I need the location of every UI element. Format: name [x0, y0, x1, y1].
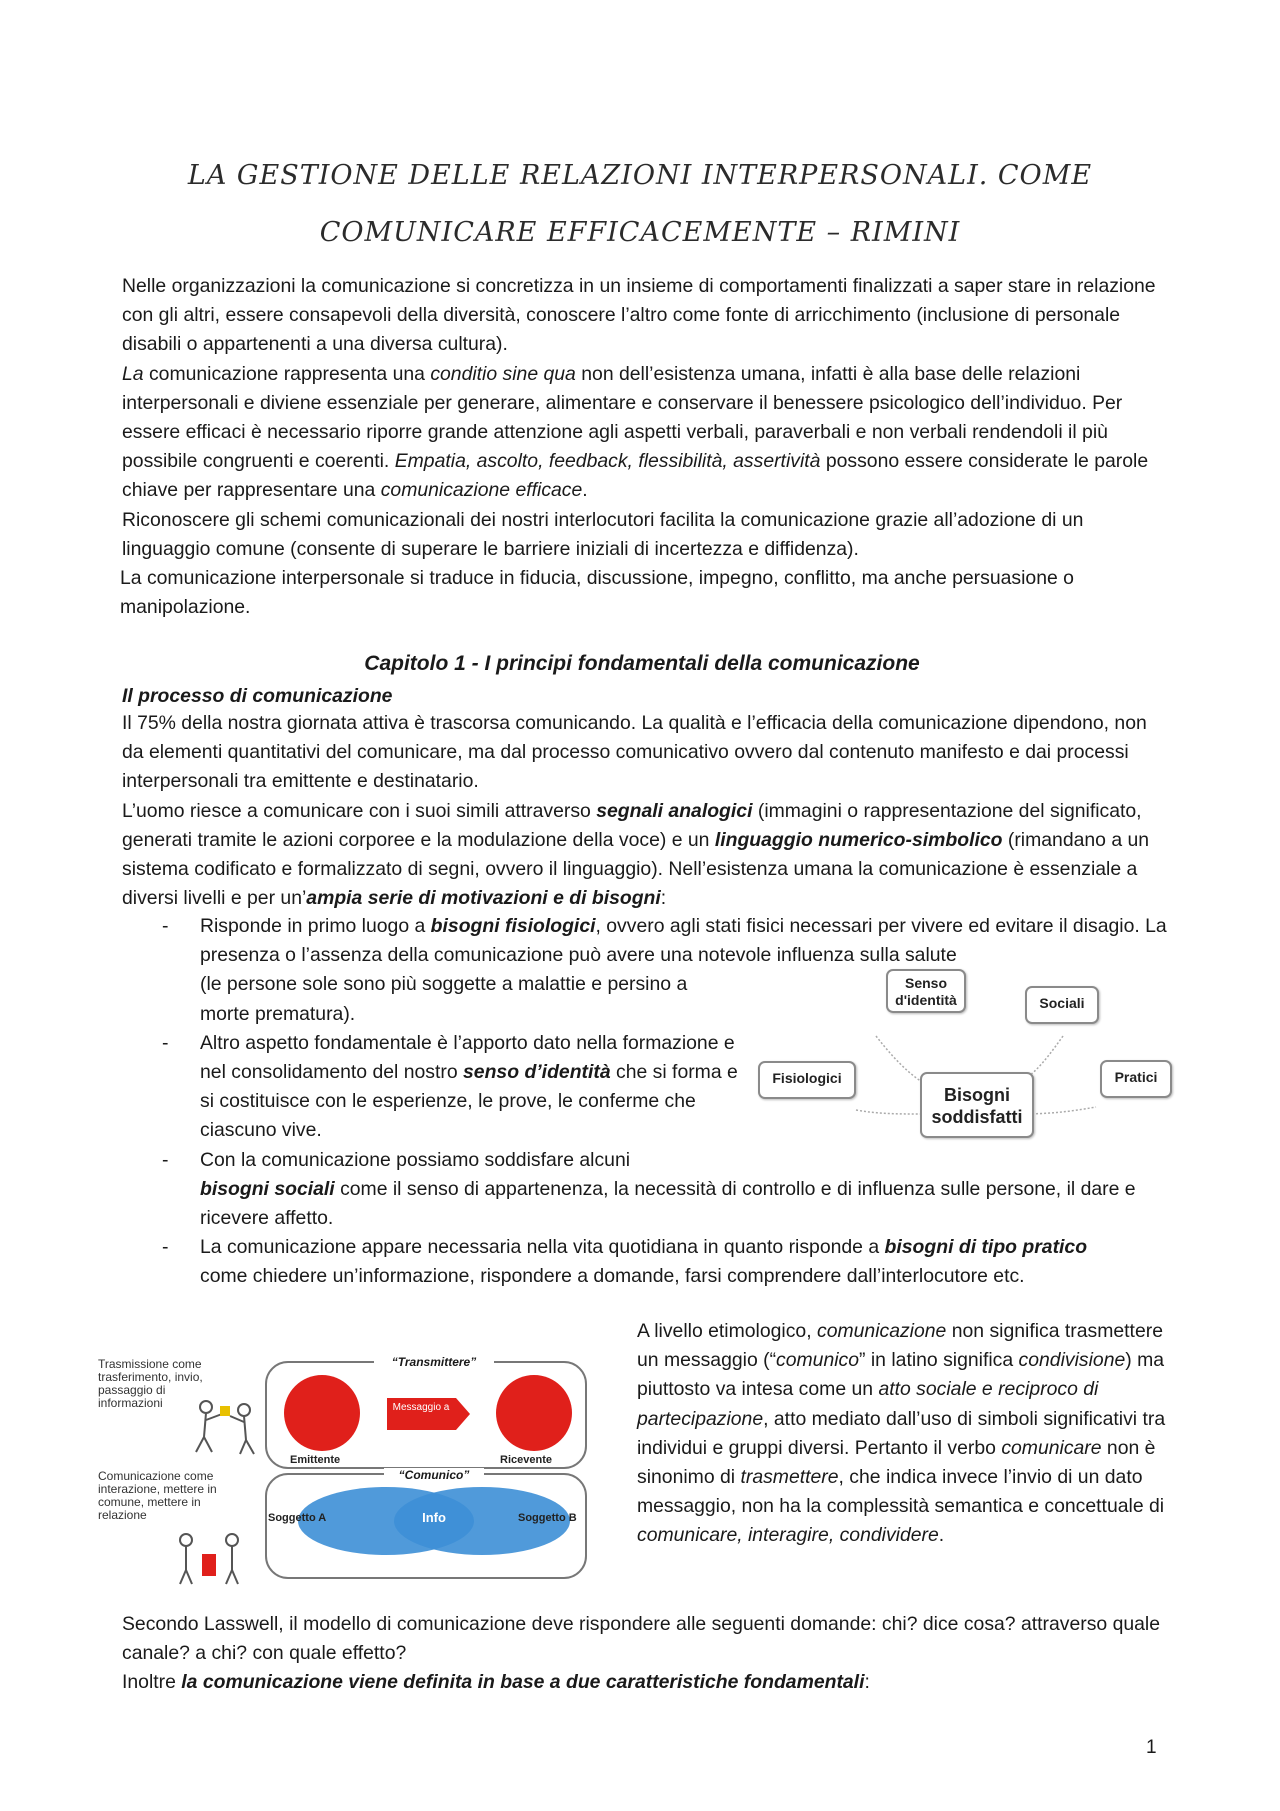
et-b: comunicazione: [817, 1320, 947, 1342]
intro-p2-e: Empatia, ascolto, feedback, flessibilità, assertività: [394, 450, 821, 473]
b4-b: bisogni di tipo pratico: [884, 1236, 1088, 1259]
bullet-2-text: [200, 1029, 740, 1146]
node-practical: Pratici: [1100, 1060, 1172, 1098]
message-label: Messaggio a: [392, 1402, 450, 1413]
ch-p2-f: ampia serie di motivazioni e di bisogni: [306, 887, 661, 910]
b2-a: Altro aspetto fondamentale è l’apporto dato nella formazione e nel consolidamento del nostro: [200, 1031, 735, 1084]
et-k: non è sinonimo di: [637, 1436, 1156, 1489]
lasswell-section: [122, 1610, 1162, 1698]
b1-b: bisogni fisiologici: [430, 915, 596, 937]
bullet-1-line-b: (le persone sole sono più soggette a malattie e persino a morte prematura).: [200, 973, 688, 1025]
title-line-1: LA GESTIONE DELLE RELAZIONI INTERPERSONALI. COME: [187, 160, 1093, 191]
intro-p2-h: .: [582, 479, 588, 502]
subject-a-label: Soggetto A: [268, 1512, 327, 1524]
intro-p2-f: possono essere considerate le parole chiave per rappresentare una: [122, 450, 1149, 502]
bullet-4-text: [200, 1233, 1130, 1291]
bullet-dash: -: [162, 1148, 169, 1171]
communication-diagram: [94, 1352, 594, 1592]
sender-label: Emittente: [290, 1454, 341, 1466]
et-o: .: [938, 1524, 945, 1547]
et-e: ” in latino significa: [859, 1349, 1019, 1372]
bullet-1-line-a: [200, 912, 1172, 970]
et-m: , che indica invece l’invio di un dato messaggio, non ha la complessità semantica e concettuale di: [637, 1466, 1165, 1518]
b3-c: come il senso di appartenenza, la necessità di controllo e di influenza sulle persone, il dare e ricevere affetto.: [200, 1177, 1136, 1230]
ls-b: la comunicazione viene definita in base a due caratteristiche fondamentali: [181, 1671, 865, 1694]
receiver-circle: [496, 1375, 572, 1451]
lasswell-paragraph: Secondo Lasswell, il modello di comunicazione deve rispondere alle seguenti domande: chi? dice cosa? attraverso quale canale? a chi? con quale effetto?: [122, 1613, 1161, 1665]
chapter-title: Capitolo 1 - I principi fondamentali della comunicazione: [364, 652, 920, 675]
lasswell-paragraph-2: [122, 1668, 1162, 1697]
node-physio: Fisiologici: [758, 1061, 856, 1099]
bullet-dash: -: [162, 1031, 169, 1054]
et-j: comunicare: [1001, 1436, 1102, 1459]
intro-p2-d: non dell’esistenza umana, infatti è alla base delle relazioni interpersonali e diviene essenziale per generare, alimentare e conservare il benessere psicologico dell’individuo. Per essere efficaci è necessario riporre grande attenzione agli aspetti verbali, paraverbali e non verbali rendendoli il più possibile congruenti e coerenti.: [122, 362, 1123, 473]
intro-p2-g: comunicazione efficace: [380, 479, 583, 502]
chapter-paragraph-1: Il 75% della nostra giornata attiva è trascorsa comunicando. La qualità e l’efficacia della comunicazione dipendono, non da elementi quantitativi del comunicare, ma dal processo comunicativo ovvero dal contenuto manifesto e dai processi interpersonali tra emittente e destinatario.: [122, 712, 1147, 793]
intro-p2-c: conditio sine qua: [430, 362, 576, 385]
subject-b-label: Soggetto B: [518, 1512, 577, 1524]
title-line-2: COMUNICARE EFFICACEMENTE – RIMINI: [319, 217, 961, 248]
et-f: condivisione: [1018, 1349, 1126, 1372]
bullet-dash: -: [162, 1236, 169, 1259]
node-social: Sociali: [1025, 986, 1099, 1024]
intro-section: [122, 272, 1162, 622]
receiver-label: Ricevente: [500, 1454, 552, 1466]
b3-b: bisogni sociali: [200, 1177, 335, 1200]
intro-paragraph-3: Riconoscere gli schemi comunicazionali dei nostri interlocutori facilita la comunicazione grazie all’adozione di un linguaggio comune (consente di superare le barriere iniziali di incertezza e diffidenza).: [122, 508, 1084, 560]
et-i: , atto mediato dall’uso di simboli significativi tra individui e gruppi diversi. Pertanto il verbo: [637, 1407, 1166, 1459]
b4-c: come chiedere un’informazione, rispondere a domande, farsi comprendere dall’interlocutore etc.: [200, 1265, 1025, 1288]
label-transmission: Trasmissione come trasferimento, invio, passaggio di informazioni: [98, 1357, 203, 1410]
node-center: Bisogni soddisfatti: [920, 1072, 1034, 1138]
chapter-paragraph-2: [122, 797, 1162, 914]
ch-p2-d: linguaggio numerico-simbolico: [714, 828, 1003, 851]
bucket-icon: [202, 1554, 216, 1576]
needs-diagram: [758, 964, 1178, 1164]
b2-b: senso d’identità: [463, 1061, 611, 1084]
label-communication: Comunicazione come interazione, mettere in comune, mettere in relazione: [98, 1469, 217, 1522]
et-l: trasmettere: [740, 1466, 839, 1489]
ch-p2-a: L’uomo riesce a comunicare con i suoi simili attraverso: [122, 799, 597, 822]
bullet-dash: -: [162, 915, 169, 937]
ch-p2-g: :: [660, 887, 667, 910]
intro-paragraph-4: La comunicazione interpersonale si traduce in fiducia, discussione, impegno, conflitto, ma anche persuasione o manipolazione.: [120, 567, 1074, 619]
ls-a: Inoltre: [122, 1671, 182, 1694]
bullet-3-line-b: [200, 1175, 1172, 1233]
ls-c: :: [864, 1671, 870, 1694]
et-n: comunicare, interagire, condividere: [637, 1524, 939, 1547]
b4-a: La comunicazione appare necessaria nella vita quotidiana in quanto risponde a: [200, 1236, 885, 1259]
et-h: atto sociale e reciproco di partecipazione: [637, 1378, 1099, 1430]
intro-paragraph-1: Nelle organizzazioni la comunicazione si concretizza in un insieme di comportamenti finalizzati a saper stare in relazione con gli altri, essere consapevoli della diversità, conoscere l’altro come fonte di arricchimento (inclusione di personale disabili o appartenenti a una diversa cultura).: [122, 275, 1156, 356]
ch-p2-c: (immagini o rappresentazione del significato, generati tramite le azioni corporee e la modulazione della voce) e un: [122, 799, 1142, 851]
ch-p2-e: (rimandano a un sistema codificato e formalizzato di segni, ovvero il linguaggio). Nell’esistenza umana la comunicazione è essenziale a diversi livelli e per un’: [122, 828, 1150, 910]
et-g: ) ma piuttosto va intesa come un: [637, 1349, 1165, 1401]
intro-p2-a: La: [122, 362, 144, 385]
list-item: [122, 1233, 1172, 1291]
et-d: comunico: [776, 1349, 860, 1372]
ch-p2-b: segnali analogici: [596, 799, 753, 822]
sender-circle: [284, 1375, 360, 1451]
page-number: 1: [1146, 1737, 1157, 1758]
section-heading: Il processo di comunicazione: [122, 685, 393, 707]
b1-c: , ovvero agli stati fisici necessari per vivere ed evitare il disagio. La presenza o l’assenza della comunicazione può avere una notevole influenza sulla salute: [200, 915, 1167, 967]
et-c: non significa trasmettere un messaggio (“: [637, 1320, 1163, 1372]
intro-p2-b: comunicazione rappresenta una: [143, 362, 431, 385]
b2-c: che si forma e si costituisce con le esperienze, le prove, le conferme che ciascuno vive.: [200, 1061, 738, 1142]
etymology-paragraph: [637, 1317, 1177, 1551]
node-identity: Senso d'identità: [886, 969, 966, 1013]
intro-paragraph-2: [122, 360, 1162, 506]
b1-a: Risponde in primo luogo a: [200, 915, 431, 937]
bullet-3-line-a: Con la comunicazione possiamo soddisfare alcuni: [200, 1148, 631, 1171]
chapter-body: [122, 709, 1162, 913]
box-transmittere-title: “Transmittere”: [374, 1355, 494, 1369]
info-label: Info: [422, 1510, 446, 1525]
box-comunico-title: “Comunico”: [384, 1468, 484, 1482]
et-a: A livello etimologico,: [637, 1320, 817, 1342]
